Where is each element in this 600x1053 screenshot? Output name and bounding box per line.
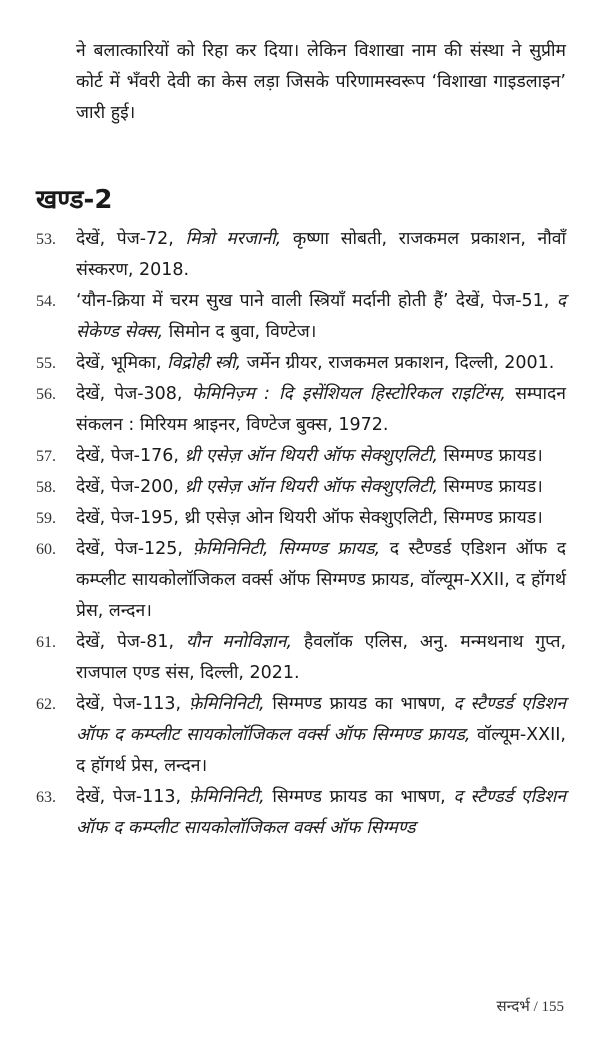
note-text-segment: सिमोन द बुवा, विण्टेज। — [163, 322, 317, 342]
note-text-segment: सिग्मण्ड फ्रायड का भाषण, — [264, 694, 454, 714]
note-number: 54. — [36, 293, 56, 310]
note-item — [36, 348, 566, 379]
note-number: 59. — [36, 510, 56, 527]
note-text-segment: देखें, पेज-176, — [76, 446, 185, 466]
intro-paragraph: ने बलात्कारियों को रिहा कर दिया। लेकिन विशाखा नाम की संस्था ने सुप्रीम कोर्ट में भँवरी देवी का केस लड़ा जिसके परिणामस्वरूप ‘विशाखा गाइडलाइन’ जारी हुई। — [76, 41, 566, 123]
page-footer: सन्दर्भ / 155 — [496, 999, 564, 1015]
note-number: 62. — [36, 696, 56, 713]
note-number: 57. — [36, 448, 56, 465]
note-text — [76, 224, 566, 286]
note-text-segment: कृष्णा सोबती, राजकमल प्रकाशन, नौवाँ संस्करण, 2018. — [76, 229, 566, 280]
note-item — [36, 627, 566, 689]
note-text — [76, 286, 566, 348]
note-text-segment: देखें, भूमिका, — [76, 353, 168, 373]
note-title-italic: विद्रोही स्त्री, — [167, 353, 242, 373]
note-item — [36, 224, 566, 286]
note-text-segment: जर्मेन ग्रीयर, राजकमल प्रकाशन, दिल्ली, 2001. — [241, 353, 555, 373]
note-number: 56. — [36, 386, 56, 403]
note-title-italic: फेमिनिज़्म : दि इसेंशियल हिस्टोरिकल राइटिंग्स, — [191, 384, 506, 404]
note-text — [76, 782, 566, 844]
note-item — [36, 286, 566, 348]
note-item — [36, 379, 566, 441]
note-text-segment: सिग्मण्ड फ्रायड। — [438, 446, 543, 466]
note-text-segment: देखें, पेज-113, — [76, 787, 189, 807]
note-text — [76, 348, 566, 379]
note-item — [36, 689, 566, 782]
note-text-segment: देखें, पेज-72, — [76, 229, 186, 249]
note-item — [36, 782, 566, 844]
note-text-segment: द स्टैण्डर्ड एडिशन ऑफ द कम्प्लीट सायकोलॉजिकल वर्क्स ऑफ सिग्मण्ड फ्रायड, वॉल्यूम-XXII, द हॉगर्थ प्रेस, लन्दन। — [76, 539, 566, 621]
note-text — [76, 472, 566, 503]
note-title-italic: मित्रो मरजानी, — [185, 229, 282, 249]
section-heading: खण्ड-2 — [36, 185, 113, 215]
note-text-segment: देखें, पेज-308, — [76, 384, 192, 404]
note-text — [76, 441, 566, 472]
note-number: 60. — [36, 541, 56, 558]
note-text-segment: देखें, पेज-113, — [76, 694, 189, 714]
note-number: 63. — [36, 789, 56, 806]
note-title-italic: द सेकेण्ड सेक्स, — [76, 291, 566, 342]
note-title-italic: थ्री एसेज़ ऑन थियरी ऑफ सेक्शुएलिटी, — [184, 477, 439, 497]
note-text — [76, 379, 566, 441]
note-title-italic: यौन मनोविज्ञान, — [185, 632, 293, 652]
note-text-segment: सिग्मण्ड फ्रायड का भाषण, — [264, 787, 454, 807]
note-item — [36, 503, 566, 534]
note-text-segment: हैवलॉक एलिस, अनु. मन्मथनाथ गुप्त, राजपाल एण्ड संस, दिल्ली, 2021. — [76, 632, 567, 683]
note-title-italic: फ़ेमिनिनिटी, — [188, 787, 265, 807]
note-text — [76, 689, 566, 782]
note-text-segment: देखें, पेज-81, — [76, 632, 186, 652]
note-text-segment: वॉल्यूम-XXII, द हॉगर्थ प्रेस, लन्दन। — [76, 725, 566, 776]
note-text-segment: देखें, पेज-200, — [76, 477, 185, 497]
note-text — [76, 627, 566, 689]
notes-list — [36, 224, 566, 844]
note-text — [76, 503, 566, 534]
note-text-segment: सम्पादन संकलन : मिरियम श्राइनर, विण्टेज बुक्स, 1972. — [76, 384, 566, 435]
note-title-italic: थ्री एसेज़ ऑन थियरी ऑफ सेक्शुएलिटी, — [184, 446, 439, 466]
note-text-segment: देखें, पेज-125, — [76, 539, 193, 559]
note-title-italic: द स्टैण्डर्ड एडिशन ऑफ द कम्प्लीट सायकोलॉजिकल वर्क्स ऑफ सिग्मण्ड — [76, 787, 566, 838]
note-item — [36, 534, 566, 627]
note-title-italic: फ़ेमिनिनिटी, सिग्मण्ड फ्रायड, — [192, 539, 381, 559]
note-number: 58. — [36, 479, 56, 496]
note-text — [76, 534, 566, 627]
note-number: 61. — [36, 634, 56, 651]
note-item — [36, 441, 566, 472]
note-number: 53. — [36, 231, 56, 248]
note-item — [36, 472, 566, 503]
note-text-segment: देखें, पेज-195, थ्री एसेज़ ओन थियरी ऑफ सेक्शुएलिटी, सिग्मण्ड फ्रायड। — [76, 508, 543, 528]
note-text-segment: ‘यौन-क्रिया में चरम सुख पाने वाली स्त्रियाँ मर्दानी होती हैं’ देखें, पेज-51, — [76, 291, 557, 311]
note-title-italic: फ़ेमिनिनिटी, — [188, 694, 265, 714]
note-text-segment: सिग्मण्ड फ्रायड। — [438, 477, 543, 497]
note-number: 55. — [36, 355, 56, 372]
note-title-italic: द स्टैण्डर्ड एडिशन ऑफ द कम्प्लीट सायकोलॉजिकल वर्क्स ऑफ सिग्मण्ड फ्रायड, — [76, 694, 566, 745]
